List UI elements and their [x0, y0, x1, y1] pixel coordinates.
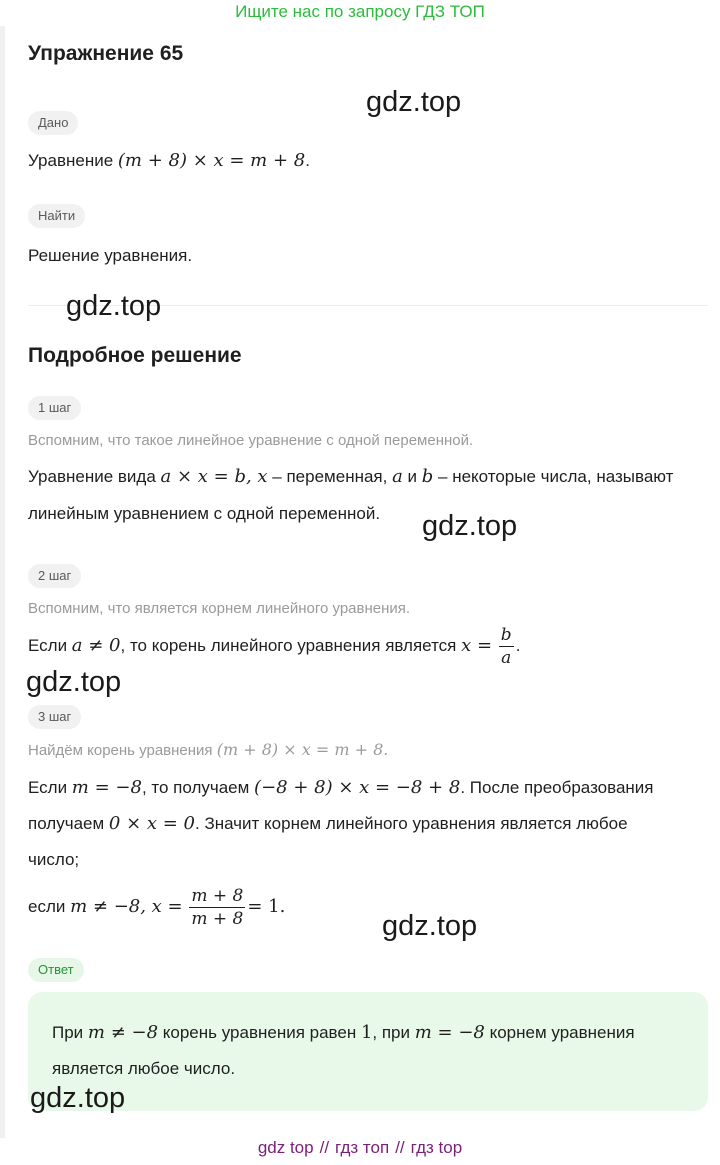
watermark: gdz.top — [382, 910, 478, 942]
text-fragment: , то получаем — [141, 778, 255, 797]
footer-link[interactable]: gdz top — [257, 1138, 314, 1157]
math-fragment: 0 × x = 0 — [108, 813, 195, 834]
text-fragment: получаем — [28, 814, 109, 833]
find-text: Решение уравнения. — [28, 246, 193, 265]
step-3-chip: 3 шаг — [28, 705, 81, 729]
text-fragment: если — [28, 896, 71, 916]
math-fragment: m = −8 — [414, 1022, 485, 1043]
step-3-line-3: число; — [28, 850, 80, 869]
text-fragment: корнем уравнения — [484, 1023, 635, 1042]
solution-title: Подробное решение — [28, 344, 242, 367]
fraction-numerator: m + 8 — [191, 886, 244, 906]
exercise-title: Упражнение 65 — [28, 42, 184, 65]
step-3-line-4 — [28, 885, 285, 930]
math-fragment: m ≠ −8, x = — [70, 895, 183, 917]
footer-link[interactable]: гдз топ — [335, 1138, 390, 1157]
fraction-numerator: b — [500, 625, 512, 645]
given-chip: Дано — [28, 111, 78, 135]
given-text: Уравнение — [28, 151, 118, 170]
text-fragment: Если — [28, 778, 72, 797]
fraction-m-plus-8 — [189, 885, 245, 930]
text-fragment: Уравнение вида — [28, 467, 161, 486]
footer-separator: // — [395, 1138, 405, 1157]
answer-line-2: является любое число. — [52, 1059, 236, 1078]
math-fragment: a ≠ 0 — [71, 634, 121, 656]
math-fragment: = 1. — [247, 895, 286, 917]
text-fragment: , то корень линейного уравнения является — [120, 635, 462, 655]
text-fragment: и — [402, 467, 422, 486]
watermark: gdz.top — [422, 510, 518, 542]
step-3-hint — [28, 740, 388, 759]
footer-link[interactable]: гдз top — [410, 1138, 463, 1157]
watermark: gdz.top — [366, 86, 462, 118]
step-2-line-1: Если a ≠ 0, то корень линейного уравнения является x = $\frac{b}{a}$ . — [28, 625, 521, 668]
given-statement: Уравнение (m + 8) × x = m + 8. — [28, 150, 310, 171]
text-fragment: Если — [28, 635, 72, 655]
math-fragment: b — [421, 466, 434, 487]
answer-chip: Ответ — [28, 958, 84, 982]
given-equation: (m + 8) × x = m + 8 — [117, 150, 306, 171]
math-fragment: a × x = b, x — [160, 466, 268, 487]
text-fragment: . Значит корнем линейного уравнения является любое — [195, 814, 628, 833]
text-fragment: – некоторые числа, называют — [433, 467, 674, 486]
math-fragment: x = — [461, 634, 493, 656]
step-1-chip: 1 шаг — [28, 396, 81, 420]
text-fragment: , при — [372, 1023, 415, 1042]
math-fragment: a — [392, 466, 403, 487]
step-1-line-2: линейным уравнением с одной переменной. — [28, 504, 381, 523]
step-1-hint: Вспомним, что такое линейное уравнение с одной переменной. — [28, 432, 474, 449]
math-fragment: (m + 8) × x = m + 8. — [216, 740, 389, 759]
footer-links — [0, 1138, 720, 1158]
left-border — [0, 26, 5, 1138]
step-2-hint: Вспомним, что является корнем линейного уравнения. — [28, 600, 411, 617]
text-fragment: – переменная, — [267, 467, 393, 486]
fraction-b-over-a — [499, 624, 514, 669]
text-fragment: . После преобразования — [460, 778, 654, 797]
fraction-denominator: a — [501, 648, 512, 668]
answer-line-1 — [52, 1022, 635, 1044]
fraction-denominator: m + 8 — [191, 909, 244, 929]
math-fragment: (−8 + 8) × x = −8 + 8 — [254, 777, 461, 798]
watermark: gdz.top — [66, 290, 162, 322]
watermark: gdz.top — [30, 1082, 126, 1114]
text-fragment: корень уравнения равен — [158, 1023, 361, 1042]
step-1-line-1 — [28, 466, 673, 488]
find-chip: Найти — [28, 204, 85, 228]
text-fragment: При — [52, 1023, 88, 1042]
step-3-line-1 — [28, 777, 654, 799]
answer-box — [28, 992, 708, 1111]
search-banner[interactable]: Ищите нас по запросу ГДЗ ТОП — [235, 2, 485, 21]
step-2-chip: 2 шаг — [28, 564, 81, 588]
text-fragment: Найдём корень уравнения — [28, 742, 217, 759]
math-fragment: 1 — [360, 1022, 373, 1043]
math-fragment: m = −8 — [71, 777, 142, 798]
watermark: gdz.top — [26, 666, 122, 698]
footer-separator: // — [319, 1138, 330, 1157]
math-fragment: m ≠ −8 — [87, 1022, 159, 1043]
step-3-line-2 — [28, 813, 628, 835]
